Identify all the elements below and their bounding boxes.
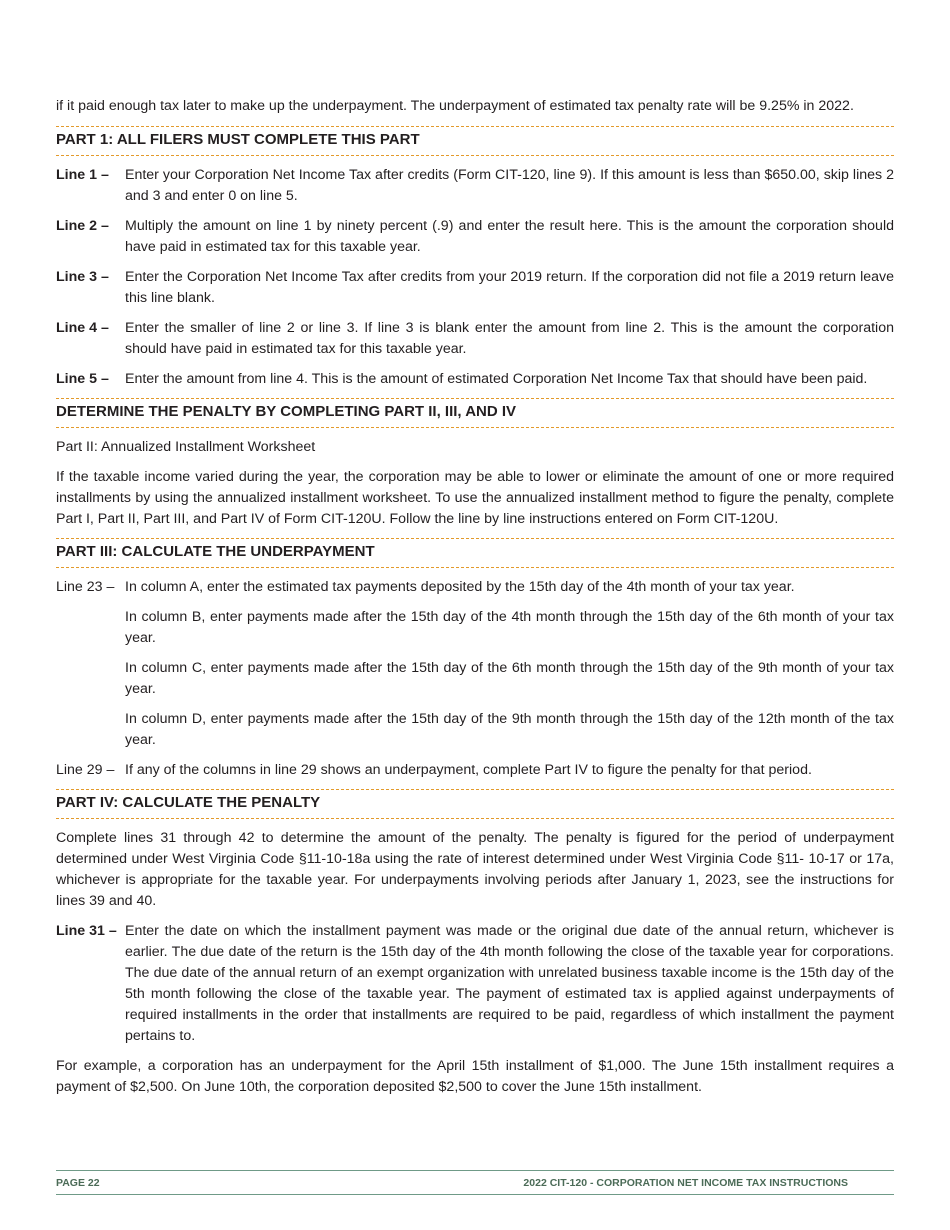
- line-2-label: Line 2 –: [56, 218, 109, 234]
- line-23-column-b: In column B, enter payments made after the 15th day of the 4th month through the 15th day of the 6th month of your tax year.: [125, 609, 894, 646]
- line-4-text: Enter the smaller of line 2 or line 3. If line 3 is blank enter the amount from line 2. This is the amount the corporation should have paid in estimated tax for this taxable year.: [125, 320, 894, 357]
- determine-heading: DETERMINE THE PENALTY BY COMPLETING PART II, III, AND IV: [56, 398, 894, 428]
- page-footer: [56, 1170, 894, 1195]
- line-2-text: Multiply the amount on line 1 by ninety percent (.9) and enter the result here. This is the amount the corporation should have paid in estimated tax for this taxable year.: [125, 218, 894, 255]
- part4-paragraph: Complete lines 31 through 42 to determine the amount of the penalty. The penalty is figured for the period of underpayment determined under West Virginia Code §11-10-18a using the rate of interest determined under West Virginia Code §11- 10-17 or 17a, whichever is appropriate for the taxable year. For underpayments involving periods after January 1, 2023, see the instructions for lines 39 and 40.: [56, 830, 894, 909]
- line-29-text: If any of the columns in line 29 shows an underpayment, complete Part IV to figure the penalty for that period.: [125, 762, 812, 778]
- line-31-item: [56, 921, 894, 1047]
- line-3-label: Line 3 –: [56, 269, 109, 285]
- line-23-label: Line 23 –: [56, 579, 115, 595]
- document-page: [56, 96, 894, 1098]
- line-4-label: Line 4 –: [56, 320, 109, 336]
- line-5-text: Enter the amount from line 4. This is the amount of estimated Corporation Net Income Tax that should have been paid.: [125, 371, 868, 387]
- part1-heading: PART 1: ALL FILERS MUST COMPLETE THIS PART: [56, 126, 894, 156]
- intro-paragraph: if it paid enough tax later to make up the underpayment. The underpayment of estimated tax penalty rate will be 9.25% in 2022.: [56, 98, 854, 114]
- line-29-item: [56, 760, 894, 781]
- line-31-text: Enter the date on which the installment payment was made or the original due date of the annual return, whichever is earlier. The due date of the return is the 15th day of the 4th month following the close of the taxable year for corporations. The due date of the annual return of an exempt organization with unrelated business taxable income is the 15th day of the 5th month following the close of the taxable year. The payment of estimated tax is applied against underpayments of required installments in the order that installments are required to be paid, regardless of which installment the payment pertains to.: [125, 923, 894, 1044]
- example-paragraph: For example, a corporation has an underpayment for the April 15th installment of $1,000. The June 15th installment requires a payment of $2,500. On June 10th, the corporation deposited $2,500 to cover the June 15th installment.: [56, 1058, 894, 1095]
- line-3-text: Enter the Corporation Net Income Tax after credits from your 2019 return. If the corporation did not file a 2019 return leave this line blank.: [125, 269, 894, 306]
- document-title: 2022 CIT-120 - CORPORATION NET INCOME TAX INSTRUCTIONS: [523, 1176, 848, 1189]
- line-1-label: Line 1 –: [56, 167, 109, 183]
- part4-heading: PART IV: CALCULATE THE PENALTY: [56, 789, 894, 819]
- line-4-item: [56, 318, 894, 360]
- part2-subtitle: Part II: Annualized Installment Worksheet: [56, 439, 316, 455]
- line-1-text: Enter your Corporation Net Income Tax after credits (Form CIT-120, line 9). If this amount is less than $650.00, skip lines 2 and 3 and enter 0 on line 5.: [125, 167, 894, 204]
- line-23-column-d: In column D, enter payments made after the 15th day of the 9th month through the 15th day of the 12th month of the tax year.: [125, 711, 894, 748]
- line-31-label: Line 31 –: [56, 923, 117, 939]
- part2-paragraph: If the taxable income varied during the year, the corporation may be able to lower or eliminate the amount of one or more required installments by using the annualized installment worksheet. To use the annualized installment method to figure the penalty, complete Part I, Part II, Part III, and Part IV of Form CIT-120U. Follow the line by line instructions entered on Form CIT-120U.: [56, 469, 894, 527]
- line-3-item: [56, 267, 894, 309]
- line-1-item: [56, 165, 894, 207]
- line-2-item: [56, 216, 894, 258]
- line-23-column-c: In column C, enter payments made after the 15th day of the 6th month through the 15th day of the 9th month of your tax year.: [125, 660, 894, 697]
- line-23-text: In column A, enter the estimated tax payments deposited by the 15th day of the 4th month of your tax year.: [125, 579, 795, 595]
- page-number: PAGE 22: [56, 1176, 100, 1189]
- line-5-label: Line 5 –: [56, 371, 109, 387]
- line-29-label: Line 29 –: [56, 762, 115, 778]
- line-5-item: [56, 369, 894, 390]
- part3-heading: PART III: CALCULATE THE UNDERPAYMENT: [56, 538, 894, 568]
- line-23-item: [56, 577, 894, 598]
